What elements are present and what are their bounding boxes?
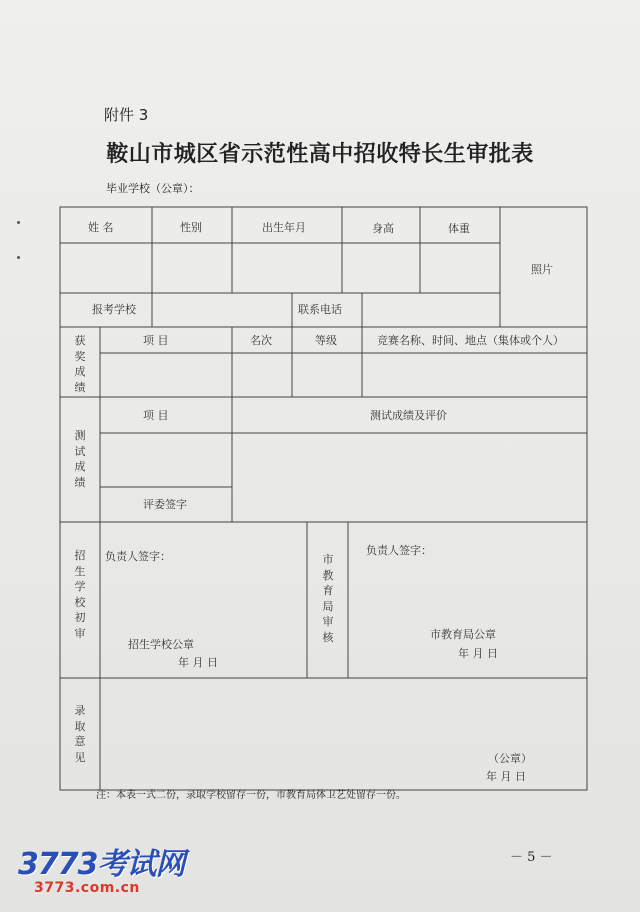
- brand-text: 考试网: [97, 847, 185, 882]
- table-border: [60, 207, 587, 790]
- phone-label: 联系电话: [298, 303, 342, 316]
- awards-detail-label: 竞赛名称、时间、地点（集体或个人）: [377, 334, 564, 347]
- gender-label: 性别: [180, 221, 202, 234]
- brand-logo: [18, 847, 185, 882]
- exam-school-label: 报考学校: [92, 303, 136, 316]
- awards-item-label: 项 目: [143, 334, 169, 347]
- height-label: 身高: [372, 222, 394, 235]
- bureau-review-section-label: 市教育局审核: [322, 553, 334, 644]
- admission-date-label: 年 月 日: [486, 770, 526, 783]
- bureau-date-label: 年 月 日: [458, 647, 498, 660]
- bureau-seal-label: 市教育局公章: [430, 628, 496, 641]
- school-review-section-label: 招生学校初审: [74, 549, 86, 640]
- school-seal-label: 招生学校公章: [128, 638, 194, 651]
- name-label: 姓 名: [88, 221, 114, 234]
- footnote: 注：本表一式二份，录取学校留存一份，市教育局体卫艺处留存一份。: [96, 790, 406, 801]
- weight-label: 体重: [448, 222, 470, 235]
- page-number: － 5 －: [510, 850, 553, 865]
- page-title: 鞍山市城区省示范性高中招收特长生审批表: [106, 141, 534, 167]
- school-leader-sign-label: 负责人签字：: [105, 550, 171, 563]
- school-date-label: 年 月 日: [178, 656, 218, 669]
- brand-number: 3773: [18, 847, 98, 882]
- brand-url: 3773.com.cn: [34, 880, 140, 896]
- awards-grade-label: 等级: [315, 334, 337, 347]
- photo-label: 照片: [531, 263, 553, 276]
- admission-seal-label: （公章）: [488, 752, 532, 765]
- admission-section-label: 录取意见: [74, 704, 86, 764]
- test-result-label: 测试成绩及评价: [370, 409, 447, 422]
- judge-sign-label: 评委签字: [143, 498, 187, 511]
- birth-date-label: 出生年月: [262, 221, 306, 234]
- test-section-label: 测试成绩: [74, 429, 86, 489]
- annex-label: 附件 3: [104, 106, 149, 124]
- awards-rank-label: 名次: [250, 334, 272, 347]
- graduate-school-label: 毕业学校（公章）：: [106, 182, 200, 195]
- test-item-label: 项 目: [143, 409, 169, 422]
- bureau-leader-sign-label: 负责人签字：: [366, 544, 432, 557]
- awards-section-label: 获奖成绩: [74, 334, 86, 394]
